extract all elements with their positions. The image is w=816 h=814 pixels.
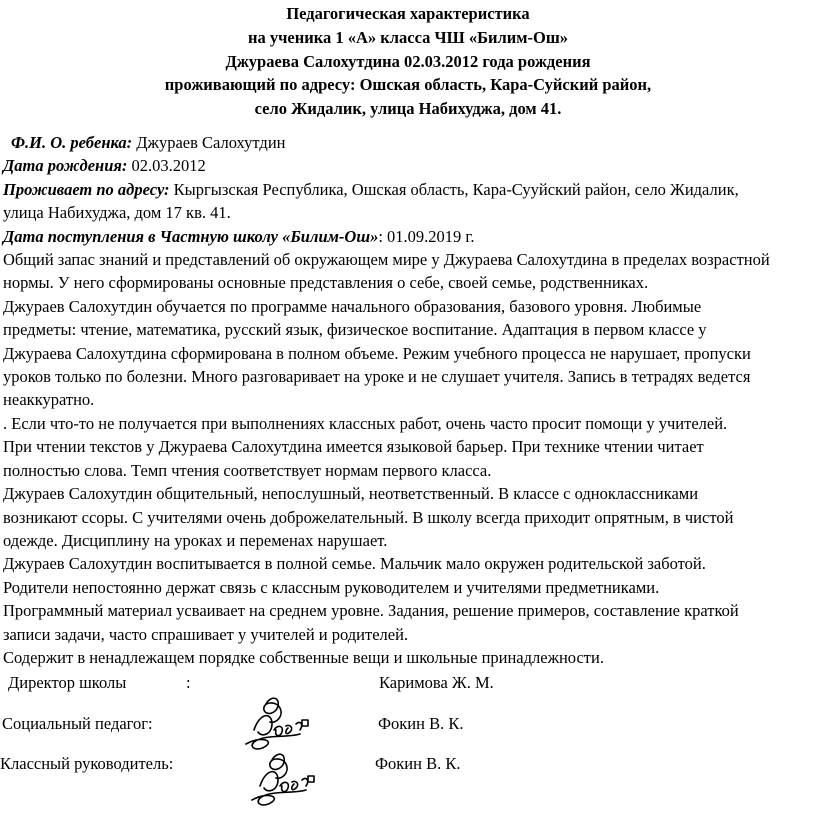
social-pedagogue-label: Социальный педагог: (2, 714, 153, 733)
body-line: . Если что-то не получается при выполнениях классных работ, очень часто просит помощи у учителей. (3, 413, 728, 433)
body-line: Джураев Салохутдин обучается по программе начального образования, базового уровня. Любимые (3, 296, 702, 316)
director-colon: : (186, 673, 191, 692)
header-address-2: село Жидалик, улица Набихуджа, дом 41. (254, 99, 562, 119)
body-line: нормы. У него сформированы основные представления о себе, своей семье, родственниках. (3, 273, 649, 293)
social-pedagogue-name: Фокин В. К. (378, 714, 464, 733)
handwritten-signature-social-pedagogue (240, 690, 318, 756)
header-address: проживающий по адресу: Ошская область, Кара-Суйский район, (164, 75, 652, 95)
fio-value: Джураев Салохутдин (132, 133, 286, 152)
body-line: уроков только по болезни. Много разговаривает на уроке и не слушает учителя. Запись в тетрадях ведется (3, 367, 751, 387)
body-line: полностью слова. Темп чтения соответствует нормам первого класса. (3, 460, 492, 480)
header-student: Джураева Салохутдина 02.03.2012 года рождения (225, 51, 591, 71)
director-name: Каримова Ж. М. (379, 673, 494, 692)
field-address (3, 178, 814, 201)
field-address-cont: улица Набихуджа, дом 17 кв. 41. (3, 203, 231, 223)
dob-value: 02.03.2012 (127, 156, 206, 176)
enroll-value: : 01.09.2019 г. (378, 226, 475, 246)
enroll-label: Дата поступления в Частную школу «Билим-Ош» (3, 226, 379, 246)
addr-label: Проживает по адресу: (3, 179, 170, 199)
director-label: Директор школы (8, 673, 127, 692)
field-enroll (3, 225, 814, 248)
body-line: возникают ссоры. С учителями очень доброжелательный. В школу всегда приходит опрятным, в чистой (3, 507, 734, 527)
header-title: Педагогическая характеристика (286, 4, 530, 23)
body-line: неаккуратно. (3, 390, 95, 410)
body-line: Джураева Салохутдина сформирована в полном объеме. Режим учебного процесса не нарушает, пропуски (3, 343, 751, 363)
addr-value: Кыргызская Республика, Ошская область, Кара-Сууйский район, село Жидалик, (169, 179, 739, 199)
body-line: Джураев Салохутдин общительный, непослушный, неответственный. В классе с одноклассниками (3, 484, 699, 504)
fio-label: Ф.И. О. ребенка: (11, 133, 133, 152)
body-line: записи задачи, часто спрашивает у учителей и родителей. (3, 624, 409, 644)
handwritten-signature-class-teacher (244, 748, 322, 814)
document-body (3, 131, 814, 669)
body-line: Программный материал усваивает на среднем уровне. Задания, решение примеров, составление краткой (3, 601, 739, 621)
body-line: одежде. Дисциплину на уроках и переменах нарушает. (3, 530, 388, 550)
class-teacher-name: Фокин В. К. (375, 754, 461, 773)
body-line: предметы: чтение, математика, русский язык, физическое воспитание. Адаптация в первом классе у (3, 320, 707, 340)
document-header (0, 2, 816, 121)
dob-label: Дата рождения: (3, 156, 128, 176)
body-line: Родители непостоянно держат связь с классным руководителем и учителями предметниками. (3, 577, 660, 597)
body-line: При чтении текстов у Джураева Салохутдина имеется языковой барьер. При технике чтении читает (3, 437, 704, 457)
body-line: Джураев Салохутдин воспитывается в полной семье. Мальчик мало окружен родительской заботой. (3, 554, 706, 574)
body-line: Содержит в ненадлежащем порядке собственные вещи и школьные принадлежности. (3, 647, 604, 667)
header-class: на ученика 1 «А» класса ЧШ «Билим-Ош» (247, 27, 569, 47)
body-line: Общий запас знаний и представлений об окружающем мире у Джураева Салохутдина в пределах возрастной (3, 250, 770, 270)
field-dob (3, 154, 814, 177)
field-fio (3, 131, 814, 154)
class-teacher-label: Классный руководитель: (0, 754, 174, 773)
